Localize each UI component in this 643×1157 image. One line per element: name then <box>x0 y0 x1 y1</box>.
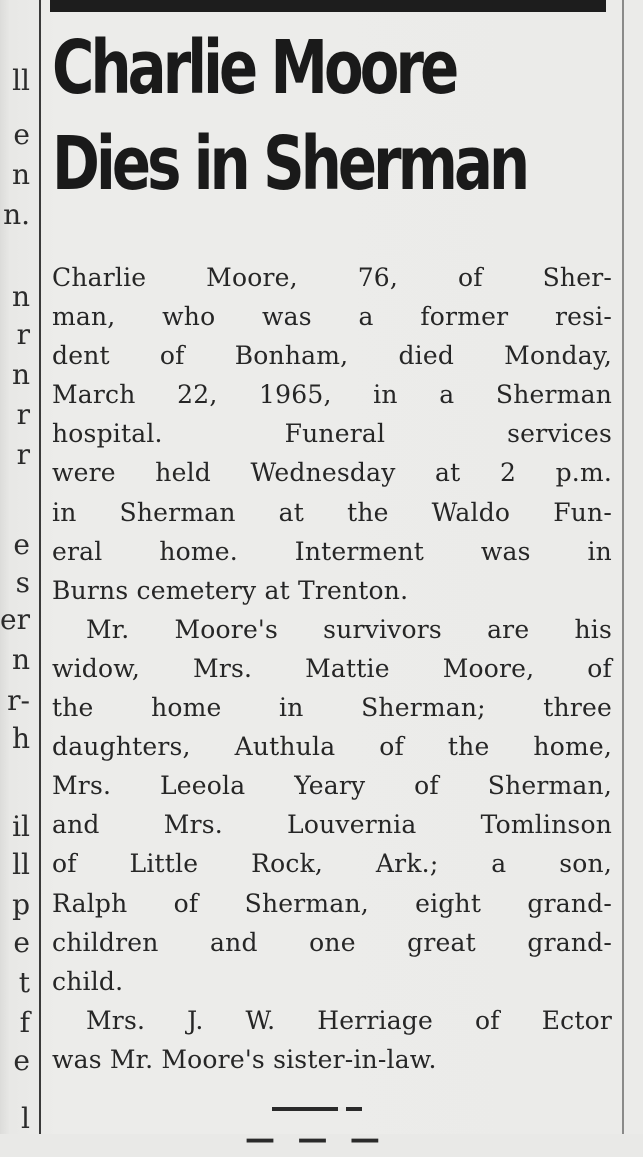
left-fragment: r <box>16 398 30 431</box>
left-fragment: ll <box>12 64 30 97</box>
left-fragment: r- <box>7 684 30 717</box>
article-body <box>52 258 612 1079</box>
left-fragment: il <box>12 810 30 843</box>
left-fragment: e <box>13 528 30 561</box>
left-fragment: n <box>11 643 30 676</box>
article-line: March 22, 1965, in a Sherman <box>52 380 612 410</box>
left-fragment: s <box>15 566 30 599</box>
adjacent-column-fragments <box>0 0 30 1134</box>
article-line: Mrs. Leeola Yeary of Sherman, <box>52 771 612 801</box>
article-line: Ralph of Sherman, eight grand- <box>52 888 612 918</box>
article-line: in Sherman at the Waldo Fun- <box>52 497 612 527</box>
article-line: was Mr. Moore's sister-in-law. <box>52 1044 437 1074</box>
column-divider-left <box>39 0 41 1134</box>
left-fragment: er <box>0 603 30 636</box>
article-line: the home in Sherman; three <box>52 693 612 723</box>
article-line: Charlie Moore, 76, of Sher- <box>52 263 612 292</box>
article-line: man, who was a former resi- <box>52 302 612 332</box>
left-fragment: f <box>19 1006 30 1039</box>
left-fragment: r <box>16 438 30 471</box>
top-rule <box>50 0 606 12</box>
left-fragment: p <box>12 888 30 921</box>
next-article-fragment: — — — <box>245 1122 386 1157</box>
article-line: Mr. Moore's survivors are his <box>86 614 612 644</box>
headline-line: Charlie Moore <box>52 25 456 111</box>
left-fragment: n <box>11 158 30 191</box>
article-line: daughters, Authula of the home, <box>52 732 612 762</box>
column-divider-right <box>622 0 624 1134</box>
article-line: Burns cemetery at Trenton. <box>52 575 409 605</box>
left-fragment: e <box>13 926 30 959</box>
article-line: children and one great grand- <box>52 927 612 957</box>
headline <box>52 20 527 212</box>
left-fragment: e <box>13 1044 30 1077</box>
headline-line: Dies in Sherman <box>52 121 527 207</box>
left-fragment: n. <box>3 198 30 231</box>
article-line: widow, Mrs. Mattie Moore, of <box>52 653 612 683</box>
left-fragment: h <box>11 722 30 755</box>
left-fragment: t <box>18 966 30 999</box>
article-line: and Mrs. Louvernia Tomlinson <box>52 810 612 840</box>
closing-dash <box>272 1107 362 1111</box>
left-fragment: l <box>21 1102 30 1135</box>
left-fragment: n <box>11 280 30 313</box>
left-fragment: e <box>13 118 30 151</box>
left-fragment: ll <box>12 848 30 881</box>
article-line: were held Wednesday at 2 p.m. <box>52 458 612 488</box>
article-line: child. <box>52 966 124 996</box>
left-fragment: n <box>11 358 30 391</box>
article-line: of Little Rock, Ark.; a son, <box>52 849 612 879</box>
article-line: Mrs. J. W. Herriage of Ector <box>86 1005 612 1035</box>
article-line: hospital. Funeral services <box>52 419 612 449</box>
left-fragment: r <box>16 318 30 351</box>
article-line: eral home. Interment was in <box>52 536 612 566</box>
article-line: dent of Bonham, died Monday, <box>52 341 612 371</box>
